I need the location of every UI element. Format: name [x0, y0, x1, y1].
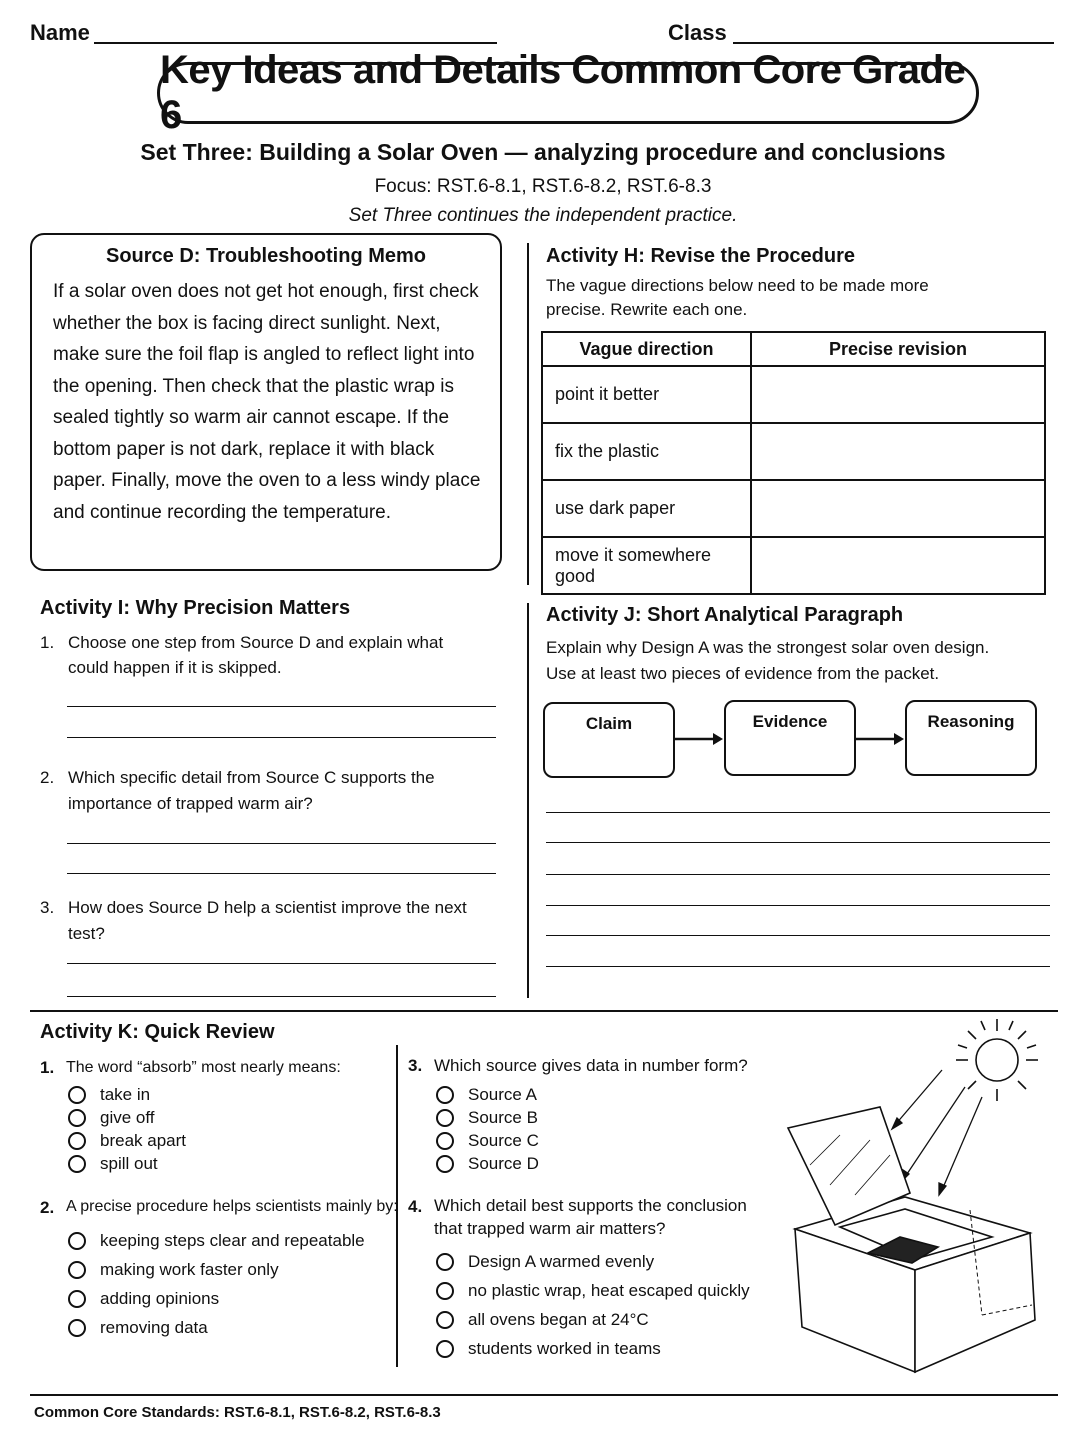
- radio-circle[interactable]: [68, 1086, 86, 1104]
- question-number: 2.: [40, 768, 55, 787]
- activity-h-instructions: The vague directions below need to be made more precise. Rewrite each one.: [546, 276, 929, 319]
- radio-circle[interactable]: [68, 1319, 86, 1337]
- question-3-text: How does Source D help a scientist improve the next test?: [68, 898, 467, 943]
- activity-j-instructions: Explain why Design A was the strongest solar oven design. Use at least two pieces of evidence from the packet.: [546, 638, 990, 683]
- precise-revision-cell[interactable]: [751, 537, 1045, 594]
- option-label: students worked in teams: [468, 1338, 661, 1358]
- option-label: Source C: [468, 1130, 539, 1150]
- focus-standards: Focus: RST.6-8.1, RST.6-8.2, RST.6-8.3: [374, 176, 712, 197]
- answer-line[interactable]: [67, 996, 496, 997]
- page-title: Key Ideas and Details Common Core Grade 6: [160, 48, 966, 137]
- option[interactable]: [68, 1152, 186, 1175]
- radio-circle[interactable]: [436, 1253, 454, 1271]
- question-number: 3.: [40, 898, 55, 917]
- answer-line[interactable]: [67, 843, 496, 844]
- activity-i-title: Activity I: Why Precision Matters: [40, 597, 351, 619]
- sun-icon: [956, 1019, 1038, 1101]
- radio-circle[interactable]: [436, 1086, 454, 1104]
- revision-table: [541, 331, 1046, 595]
- option[interactable]: [68, 1106, 186, 1129]
- table-row: [542, 423, 1045, 480]
- option[interactable]: [68, 1083, 186, 1106]
- option[interactable]: [436, 1106, 539, 1129]
- section-divider: [30, 1010, 1058, 1012]
- answer-line[interactable]: [546, 905, 1050, 906]
- column-divider-top: [527, 243, 529, 585]
- radio-circle[interactable]: [436, 1132, 454, 1150]
- question-number: 3.: [408, 1056, 423, 1075]
- question-2-text: Which specific detail from Source C supports the importance of trapped warm air?: [68, 768, 435, 813]
- answer-line[interactable]: [67, 737, 496, 738]
- k-question-2-text: A precise procedure helps scientists mainly by:: [66, 1198, 398, 1215]
- option-label: break apart: [100, 1130, 186, 1150]
- footer-standards: Common Core Standards: RST.6-8.1, RST.6-8.2, RST.6-8.3: [34, 1404, 441, 1421]
- source-d-text: If a solar oven does not get hot enough, first check whether the box is facing direct sunlight. Next, make sure the foil flap is angled to reflect light into the opening. Then check that the plastic wrap is sealed tightly so warm air cannot escape. If the bottom paper is not dark, replace it with black paper. Finally, move the oven to a less windy place and continue recording the temperature.: [53, 281, 481, 523]
- answer-line[interactable]: [546, 935, 1050, 936]
- radio-circle[interactable]: [436, 1340, 454, 1358]
- vague-direction-cell: use dark paper: [542, 480, 751, 537]
- question-number: 2.: [40, 1198, 55, 1217]
- solar-oven-illustration: [770, 1015, 1060, 1380]
- radio-circle[interactable]: [68, 1232, 86, 1250]
- source-d-title: Source D: Troubleshooting Memo: [105, 245, 426, 267]
- column-divider-middle: [527, 603, 529, 998]
- question-number: 1.: [40, 633, 55, 652]
- k-question-3-text: Which source gives data in number form?: [434, 1056, 748, 1075]
- answer-line[interactable]: [67, 706, 496, 707]
- option[interactable]: [436, 1334, 750, 1363]
- radio-circle[interactable]: [68, 1261, 86, 1279]
- precise-revision-cell[interactable]: [751, 423, 1045, 480]
- table-header-vague: Vague direction: [542, 332, 751, 366]
- vague-direction-cell: fix the plastic: [542, 423, 751, 480]
- name-field[interactable]: [94, 42, 497, 44]
- option-label: Source A: [468, 1084, 537, 1104]
- name-label: Name: [30, 20, 90, 45]
- footer-divider: [30, 1394, 1058, 1396]
- answer-line[interactable]: [546, 966, 1050, 967]
- option[interactable]: [436, 1276, 750, 1305]
- option[interactable]: [436, 1083, 539, 1106]
- oven-box: [788, 1107, 1035, 1372]
- title-box: [157, 48, 979, 137]
- question-number: 1.: [40, 1058, 55, 1077]
- option[interactable]: [436, 1247, 750, 1276]
- answer-line[interactable]: [67, 873, 496, 874]
- set-note: Set Three continues the independent practice.: [348, 205, 738, 226]
- radio-circle[interactable]: [436, 1155, 454, 1173]
- option[interactable]: [68, 1313, 365, 1342]
- vague-direction-cell: move it somewhere good: [542, 537, 751, 594]
- option-label: adding opinions: [100, 1288, 220, 1308]
- option-label: all ovens began at 24°C: [468, 1309, 649, 1329]
- k-question-4-options: [436, 1247, 750, 1363]
- option-label: no plastic wrap, heat escaped quickly: [468, 1280, 750, 1300]
- option[interactable]: [68, 1129, 186, 1152]
- class-label: Class: [668, 20, 727, 45]
- answer-line[interactable]: [546, 812, 1050, 813]
- radio-circle[interactable]: [68, 1290, 86, 1308]
- option[interactable]: [68, 1255, 365, 1284]
- class-field[interactable]: [733, 42, 1054, 44]
- radio-circle[interactable]: [436, 1311, 454, 1329]
- subtitle: Set Three: Building a Solar Oven — analyzing procedure and conclusions: [140, 139, 946, 165]
- k-question-2-options: [68, 1226, 365, 1342]
- option-label: take in: [100, 1084, 151, 1104]
- option-label: give off: [100, 1107, 155, 1127]
- activity-j-title: Activity J: Short Analytical Paragraph: [546, 604, 904, 626]
- vague-direction-cell: point it better: [542, 366, 751, 423]
- answer-line[interactable]: [546, 874, 1050, 875]
- radio-circle[interactable]: [68, 1109, 86, 1127]
- option-label: Design A warmed evenly: [468, 1251, 655, 1271]
- option[interactable]: [436, 1129, 539, 1152]
- option-label: keeping steps clear and repeatable: [100, 1230, 365, 1250]
- evidence-box[interactable]: Evidence: [724, 700, 856, 776]
- k-question-1-options: [68, 1083, 186, 1175]
- answer-line[interactable]: [67, 963, 496, 964]
- precise-revision-cell[interactable]: [751, 480, 1045, 537]
- option[interactable]: [68, 1226, 365, 1255]
- radio-circle[interactable]: [436, 1109, 454, 1127]
- table-row: [542, 480, 1045, 537]
- precise-revision-cell[interactable]: [751, 366, 1045, 423]
- question-number: 4.: [408, 1197, 423, 1216]
- table-row: [542, 537, 1045, 594]
- activity-k-title: Activity K: Quick Review: [40, 1021, 275, 1043]
- claim-box[interactable]: Claim: [543, 702, 675, 778]
- option[interactable]: [436, 1305, 750, 1334]
- source-d-box: [30, 233, 502, 571]
- radio-circle[interactable]: [68, 1132, 86, 1150]
- option-label: removing data: [100, 1317, 208, 1337]
- option-label: making work faster only: [100, 1259, 279, 1279]
- radio-circle[interactable]: [68, 1155, 86, 1173]
- k-question-1-text: The word “absorb” most nearly means:: [66, 1059, 341, 1076]
- answer-line[interactable]: [546, 842, 1050, 843]
- option[interactable]: [68, 1284, 365, 1313]
- k-question-4-text: Which detail best supports the conclusion that trapped warm air matters?: [434, 1196, 747, 1238]
- table-header-precise: Precise revision: [751, 332, 1045, 366]
- activity-h-title: Activity H: Revise the Procedure: [546, 245, 855, 267]
- option-label: Source B: [468, 1107, 538, 1127]
- option-label: Source D: [468, 1153, 539, 1173]
- table-row: [542, 366, 1045, 423]
- question-1-text: Choose one step from Source D and explain what could happen if it is skipped.: [68, 633, 444, 677]
- reasoning-box[interactable]: Reasoning: [905, 700, 1037, 776]
- flow-arrows: [675, 728, 905, 748]
- option[interactable]: [436, 1152, 539, 1175]
- radio-circle[interactable]: [436, 1282, 454, 1300]
- option-label: spill out: [100, 1153, 158, 1173]
- k-question-3-options: [436, 1083, 539, 1175]
